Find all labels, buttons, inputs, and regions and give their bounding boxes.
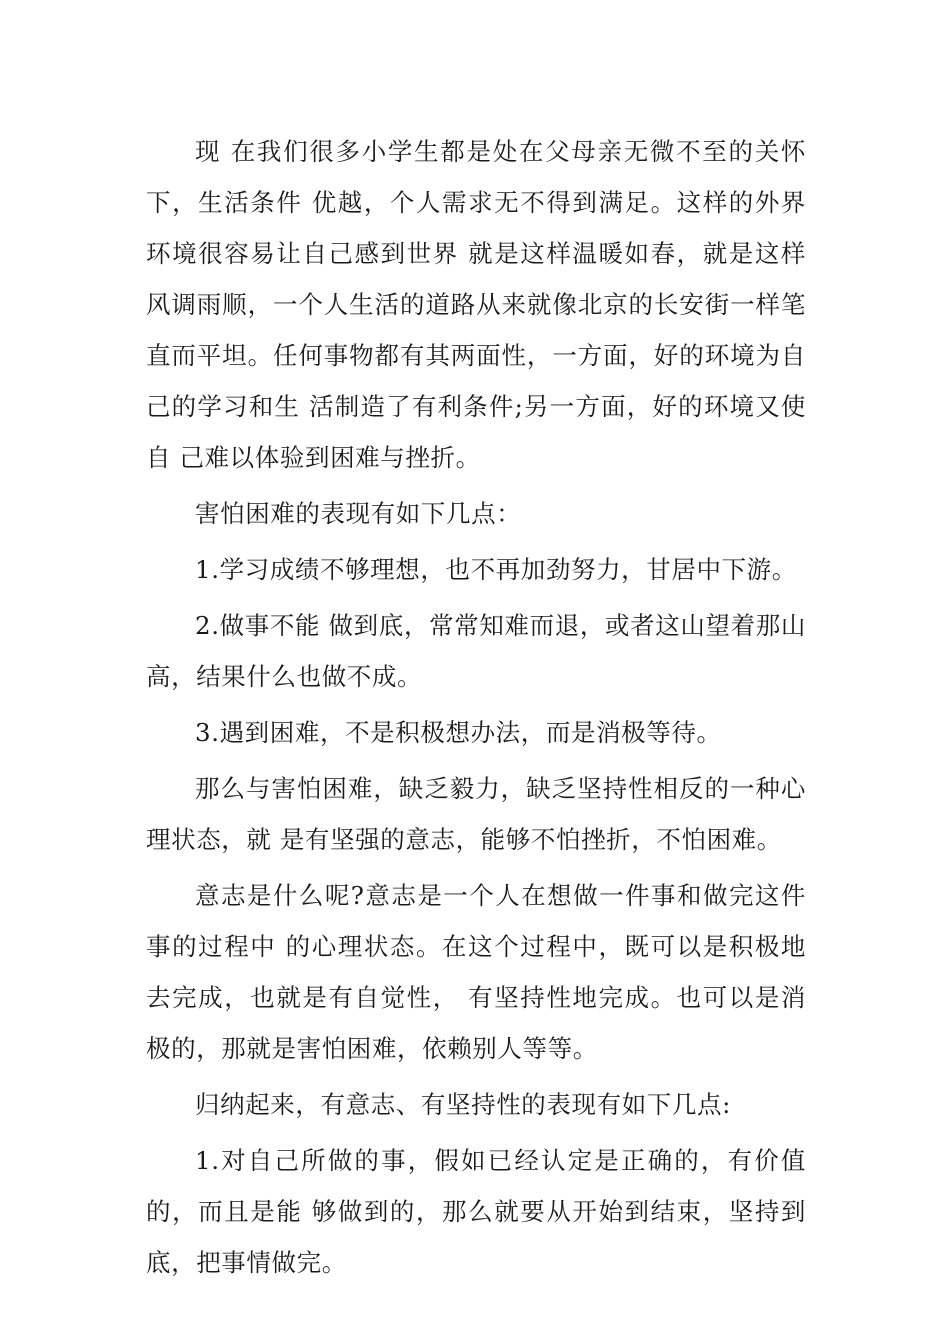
paragraph-fear-heading: 害怕困难的表现有如下几点： [195, 499, 522, 528]
list-item-fear-1: 1.学习成绩不够理想，也不再加劲努力，甘居中下游。 [195, 555, 797, 584]
paragraph-summary-heading: 归纳起来，有意志、有坚持性的表现有如下几点: [195, 1090, 731, 1119]
list-item-will-1: 1.对自己所做的事，假如已经认定是正确的，有价值的，而且是能 够做到的，那么就要从开始到结束，坚持到底，把事情做完。 [146, 1146, 806, 1277]
list-item-fear-3: 3.遇到困难，不是积极想办法，而是消极等待。 [195, 718, 722, 747]
paragraph-willpower: 那么与害怕困难，缺乏毅力，缺乏坚持性相反的一种心理状态，就 是有坚强的意志，能够不怕挫折，不怕困难。 [146, 774, 806, 854]
paragraph-definition: 意志是什么呢?意志是一个人在想做一件事和做完这件事的过程中 的心理状态。在这个过程中，既可以是积极地去完成，也就是有自觉性， 有坚持性地完成。也可以是消极的，那就是害怕困难，依赖别人等等。 [146, 881, 806, 1063]
paragraph-intro: 现 在我们很多小学生都是处在父母亲无微不至的关怀下，生活条件 优越，个人需求无不得到满足。这样的外界环境很容易让自己感到世界 就是这样温暖如春，就是这样风调雨顺，一个人生活的道路从来就像北京的长安街一样笔直而平坦。任何事物都有其两面性，一方面，好的环境为自己的学习和生 活制造了有利条件;另一方面，好的环境又使自 己难以体验到困难与挫折。 [146, 137, 806, 472]
document-body [146, 126, 806, 1293]
list-item-fear-2: 2.做事不能 做到底，常常知难而退，或者这山望着那山高，结果什么也做不成。 [146, 611, 806, 691]
